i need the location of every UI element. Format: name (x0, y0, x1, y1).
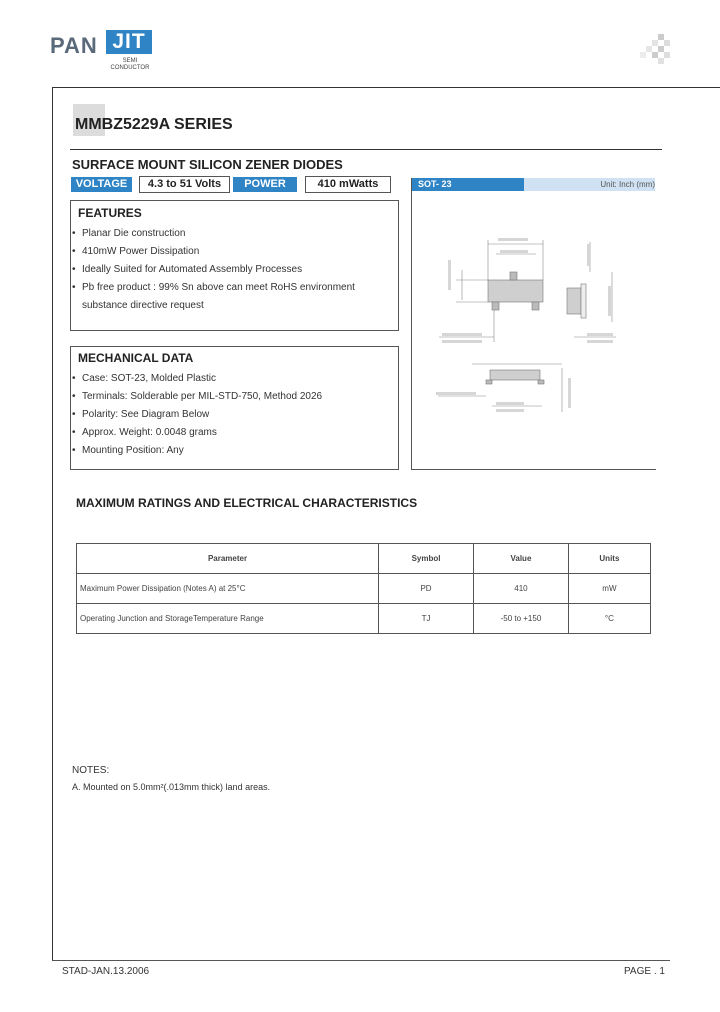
list-item: substance directive request (82, 300, 204, 311)
footer-rule (52, 960, 670, 961)
notes-title: NOTES: (72, 765, 110, 776)
col-value: Value (474, 544, 569, 574)
table-row (77, 574, 651, 604)
table-cell: °C (568, 604, 650, 634)
brand-logo-subtitle: SEMI CONDUCTOR (110, 58, 150, 71)
ratings-title: MAXIMUM RATINGS AND ELECTRICAL CHARACTERISTICS (76, 496, 418, 510)
table-cell: PD (379, 574, 474, 604)
mechanical-title: MECHANICAL DATA (78, 351, 194, 365)
table-row (77, 604, 651, 634)
left-margin-rule (52, 87, 53, 960)
list-item: • Pb free product : 99% Sn above can meet RoHS environment (72, 282, 355, 293)
page-number: PAGE . 1 (624, 966, 665, 977)
list-item: • Terminals: Solderable per MIL-STD-750, Method 2026 (72, 391, 323, 402)
page-subtitle: SURFACE MOUNT SILICON ZENER DIODES (72, 157, 343, 172)
ratings-table (76, 543, 651, 634)
features-list (72, 225, 392, 315)
table-cell: TJ (379, 604, 474, 634)
decorative-squares-icon (640, 34, 670, 64)
features-title: FEATURES (78, 206, 142, 220)
table-header-row (77, 544, 651, 574)
voltage-label: VOLTAGE (71, 177, 132, 192)
footer-date: STAD-JAN.13.2006 (62, 966, 150, 977)
list-item: • Mounting Position: Any (72, 445, 184, 456)
table-cell: Maximum Power Dissipation (Notes A) at 25°C (77, 574, 379, 604)
header-rule (52, 87, 720, 88)
col-parameter: Parameter (77, 544, 379, 574)
package-units: Unit: Inch (mm) (524, 178, 655, 191)
col-units: Units (568, 544, 650, 574)
list-item: • Ideally Suited for Automated Assembly Processes (72, 264, 303, 275)
col-symbol: Symbol (379, 544, 474, 574)
list-item: • Case: SOT-23, Molded Plastic (72, 373, 216, 384)
table-cell: mW (568, 574, 650, 604)
list-item: • Approx. Weight: 0.0048 grams (72, 427, 217, 438)
power-value: 410 mWatts (305, 176, 391, 193)
mechanical-list (72, 370, 392, 460)
brand-logo-jit: JIT (106, 30, 152, 54)
table-cell: -50 to +150 (474, 604, 569, 634)
list-item: • Planar Die construction (72, 228, 186, 239)
voltage-value: 4.3 to 51 Volts (139, 176, 230, 193)
table-cell: Operating Junction and StorageTemperature Range (77, 604, 379, 634)
package-outline-drawing (412, 192, 655, 468)
note-a: A. Mounted on 5.0mm²(.013mm thick) land areas. (72, 782, 271, 792)
list-item: • 410mW Power Dissipation (72, 246, 200, 257)
list-item: • Polarity: See Diagram Below (72, 409, 210, 420)
power-label: POWER (233, 177, 297, 192)
title-rule (70, 149, 662, 150)
table-cell: 410 (474, 574, 569, 604)
brand-logo-pan: PAN (50, 33, 98, 58)
package-name: SOT- 23 (412, 178, 530, 191)
page-title: MMBZ5229A SERIES (75, 116, 233, 133)
